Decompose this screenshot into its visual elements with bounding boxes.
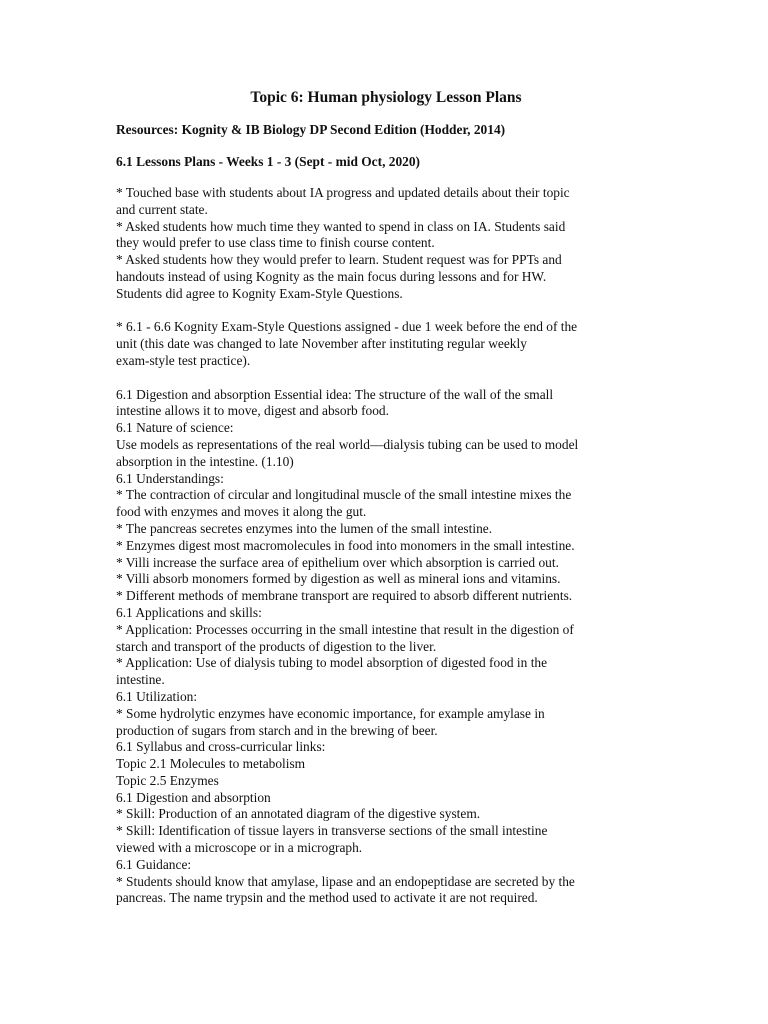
ia-progress-notes [116,185,656,303]
text-line: * Different methods of membrane transport are required to absorb different nutrients. [116,588,573,604]
text-line: starch and transport of the products of digestion to the liver. [116,638,437,654]
paragraph-gap [116,303,656,320]
text-line: and current state. [116,201,208,217]
text-line: 6.1 Applications and skills: [116,604,262,620]
text-line: exam-style test practice). [116,352,251,368]
text-line: they would prefer to use class time to finish course content. [116,235,435,251]
text-line: intestine allows it to move, digest and absorb food. [116,403,389,419]
text-line: * The contraction of circular and longitudinal muscle of the small intestine mixes the [116,487,572,503]
text-line: food with enzymes and moves it along the gut. [116,504,367,520]
text-line: Topic 2.1 Molecules to metabolism [116,756,306,772]
text-line: 6.1 Digestion and absorption [116,789,271,805]
text-line: intestine. [116,672,165,688]
text-line: * Application: Use of dialysis tubing to model absorption of digested food in the [116,655,548,671]
text-line: Students did agree to Kognity Exam-Style Questions. [116,285,403,301]
text-line: absorption in the intestine. (1.10) [116,453,294,469]
text-line: viewed with a microscope or in a micrograph. [116,840,363,856]
text-line: unit (this date was changed to late November after instituting regular weekly [116,336,527,352]
text-line: Use models as representations of the real world—dialysis tubing can be used to model [116,436,579,452]
text-line: pancreas. The name trypsin and the method used to activate it are not required. [116,890,538,906]
text-line: * The pancreas secretes enzymes into the lumen of the small intestine. [116,520,493,536]
text-line: * Asked students how much time they wanted to spend in class on IA. Students said [116,218,566,234]
text-line: 6.1 Guidance: [116,856,192,872]
text-line: * Asked students how they would prefer to learn. Student request was for PPTs and [116,252,562,268]
text-line: * Skill: Identification of tissue layers in transverse sections of the small intestine [116,823,548,839]
text-line: Topic 2.5 Enzymes [116,772,219,788]
text-line: * Some hydrolytic enzymes have economic importance, for example amylase in [116,705,545,721]
resources-heading: Resources: Kognity & IB Biology DP Second Edition (Hodder, 2014) [116,122,506,137]
text-line: 6.1 Understandings: [116,470,224,486]
text-line: handouts instead of using Kognity as the main focus during lessons and for HW. [116,268,547,284]
document-page [116,88,656,907]
exam-questions-note [116,319,656,369]
text-line: * Students should know that amylase, lipase and an endopeptidase are secreted by the [116,873,575,889]
text-line: * Skill: Production of an annotated diagram of the digestive system. [116,806,481,822]
lesson-plan-heading: 6.1 Lessons Plans - Weeks 1 - 3 (Sept - mid Oct, 2020) [116,154,421,169]
text-line: * Enzymes digest most macromolecules in food into monomers in the small intestine. [116,537,575,553]
document-title: Topic 6: Human physiology Lesson Plans [250,89,522,106]
text-line: * 6.1 - 6.6 Kognity Exam-Style Questions assigned - due 1 week before the end of the [116,319,578,335]
text-line: * Application: Processes occurring in the small intestine that result in the digestion of [116,621,574,637]
text-line: 6.1 Syllabus and cross-curricular links: [116,739,326,755]
syllabus-content [116,387,656,908]
text-line: * Villi absorb monomers formed by digestion as well as mineral ions and vitamins. [116,571,561,587]
text-line: 6.1 Nature of science: [116,420,234,436]
text-line: production of sugars from starch and in the brewing of beer. [116,722,438,738]
text-line: 6.1 Utilization: [116,688,198,704]
text-line: * Touched base with students about IA progress and updated details about their topic [116,185,570,200]
text-line: * Villi increase the surface area of epithelium over which absorption is carried out. [116,554,559,570]
text-line: 6.1 Digestion and absorption Essential idea: The structure of the wall of the small [116,386,554,402]
paragraph-gap [116,370,656,387]
